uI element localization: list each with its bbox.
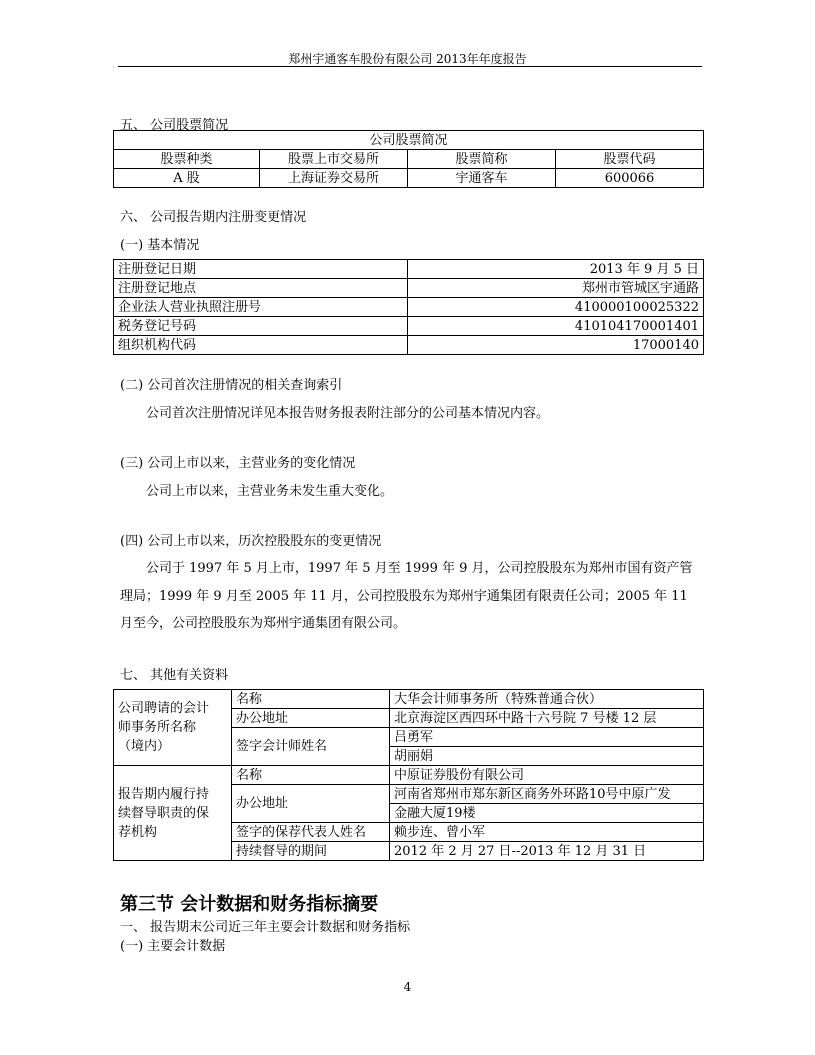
accountant-name-label: 名称 [232, 690, 390, 709]
page-number: 4 [403, 980, 412, 994]
sponsor-address-line: 河南省郑州市郑东新区商务外环路10号中原广发 [390, 785, 704, 804]
accountant-group-line: 公司聘请的会计 [118, 701, 210, 716]
section7-heading: 七、 其他有关资料 [120, 668, 229, 683]
accountant-signer: 胡丽娟 [390, 747, 704, 766]
accountant-address-label: 办公地址 [232, 709, 390, 728]
stock-table-header: 股票代码 [556, 150, 704, 169]
accountant-signer: 吕勇军 [390, 728, 704, 747]
sponsor-name-label: 名称 [232, 766, 390, 785]
section3-title: 第三节 会计数据和财务指标摘要 [120, 894, 379, 915]
sponsor-address-label: 办公地址 [232, 785, 390, 823]
accountant-name-value: 大华会计师事务所（特殊普通合伙） [390, 690, 704, 709]
sponsor-period-label: 持续督导的期间 [232, 842, 390, 861]
registration-label: 组织机构代码 [114, 336, 408, 355]
stock-table-header: 股票种类 [114, 150, 260, 169]
accountant-address-value: 北京海淀区西四环中路十六号院 7 号楼 12 层 [390, 709, 704, 728]
stock-table [113, 130, 704, 188]
registration-label: 企业法人营业执照注册号 [114, 298, 408, 317]
stock-table-header: 股票上市交易所 [260, 150, 408, 169]
sponsor-address-line: 金融大厦19楼 [390, 804, 704, 823]
accountant-signer-label: 签字会计师姓名 [232, 728, 390, 766]
stock-table-cell: 宇通客车 [408, 169, 556, 188]
sponsor-group-label [114, 766, 232, 861]
registration-table [113, 259, 704, 355]
sponsor-rep-label: 签字的保荐代表人姓名 [232, 823, 390, 842]
section6-sub4-line: 月至今，公司控股股东为郑州宇通集团有限公司。 [120, 616, 407, 631]
page-header: 郑州宇通客车股份有限公司 2013年年度报告 [288, 52, 527, 66]
section6-sub4-line: 公司于 1997 年 5 月上市，1997 年 5 月至 1999 年 9 月，公司控股股东为郑州市国有资产管 [146, 561, 693, 576]
header-rule [118, 66, 702, 67]
stock-table-cell: A 股 [114, 169, 260, 188]
stock-table-cell: 600066 [556, 169, 704, 188]
section6-sub2-text: 公司首次注册情况详见本报告财务报表附注部分的公司基本情况内容。 [146, 406, 550, 421]
accountant-group-line: 师事务所名称 [118, 720, 197, 735]
stock-table-cell: 上海证券交易所 [260, 169, 408, 188]
registration-label: 注册登记日期 [114, 260, 408, 279]
section6-sub4-line: 理局；1999 年 9 月至 2005 年 11 月，公司控股股东为郑州宇通集团有限责任公司；2005 年 11 [120, 589, 688, 604]
sponsor-group-line: 续督导职责的保 [118, 805, 210, 821]
registration-value: 410104170001401 [408, 317, 704, 336]
section6-sub3-text: 公司上市以来，主营业务未发生重大变化。 [146, 484, 394, 499]
sponsor-group-line: 报告期内履行持 [118, 786, 210, 802]
stock-table-caption: 公司股票简况 [114, 131, 704, 150]
registration-label: 注册登记地点 [114, 279, 408, 298]
sponsor-period-value: 2012 年 2 月 27 日--2013 年 12 月 31 日 [390, 842, 704, 861]
stock-table-header: 股票简称 [408, 150, 556, 169]
section3-line2: (一) 主要会计数据 [120, 939, 226, 954]
sponsor-name-value: 中原证券股份有限公司 [390, 766, 704, 785]
section6-sub4: (四) 公司上市以来，历次控股股东的变更情况 [120, 534, 382, 549]
other-info-table [113, 689, 704, 861]
sponsor-group-line: 荐机构 [118, 824, 158, 840]
registration-value: 郑州市管城区宇通路 [408, 279, 704, 298]
section5-heading: 五、 公司股票简况 [120, 118, 229, 133]
section6-sub2: (二) 公司首次注册情况的相关查询索引 [120, 378, 343, 393]
sponsor-rep-value: 赖步连、曾小军 [390, 823, 704, 842]
section6-sub3: (三) 公司上市以来，主营业务的变化情况 [120, 456, 356, 471]
registration-value: 410000100025322 [408, 298, 704, 317]
section6-heading: 六、 公司报告期内注册变更情况 [120, 210, 307, 225]
section6-sub1: (一) 基本情况 [120, 238, 200, 253]
registration-value: 2013 年 9 月 5 日 [408, 260, 704, 279]
accountant-group-line: （境内） [118, 739, 171, 754]
registration-value: 17000140 [408, 336, 704, 355]
registration-label: 税务登记号码 [114, 317, 408, 336]
accountant-group-label [114, 690, 232, 766]
section3-line1: 一、 报告期末公司近三年主要会计数据和财务指标 [120, 920, 411, 935]
